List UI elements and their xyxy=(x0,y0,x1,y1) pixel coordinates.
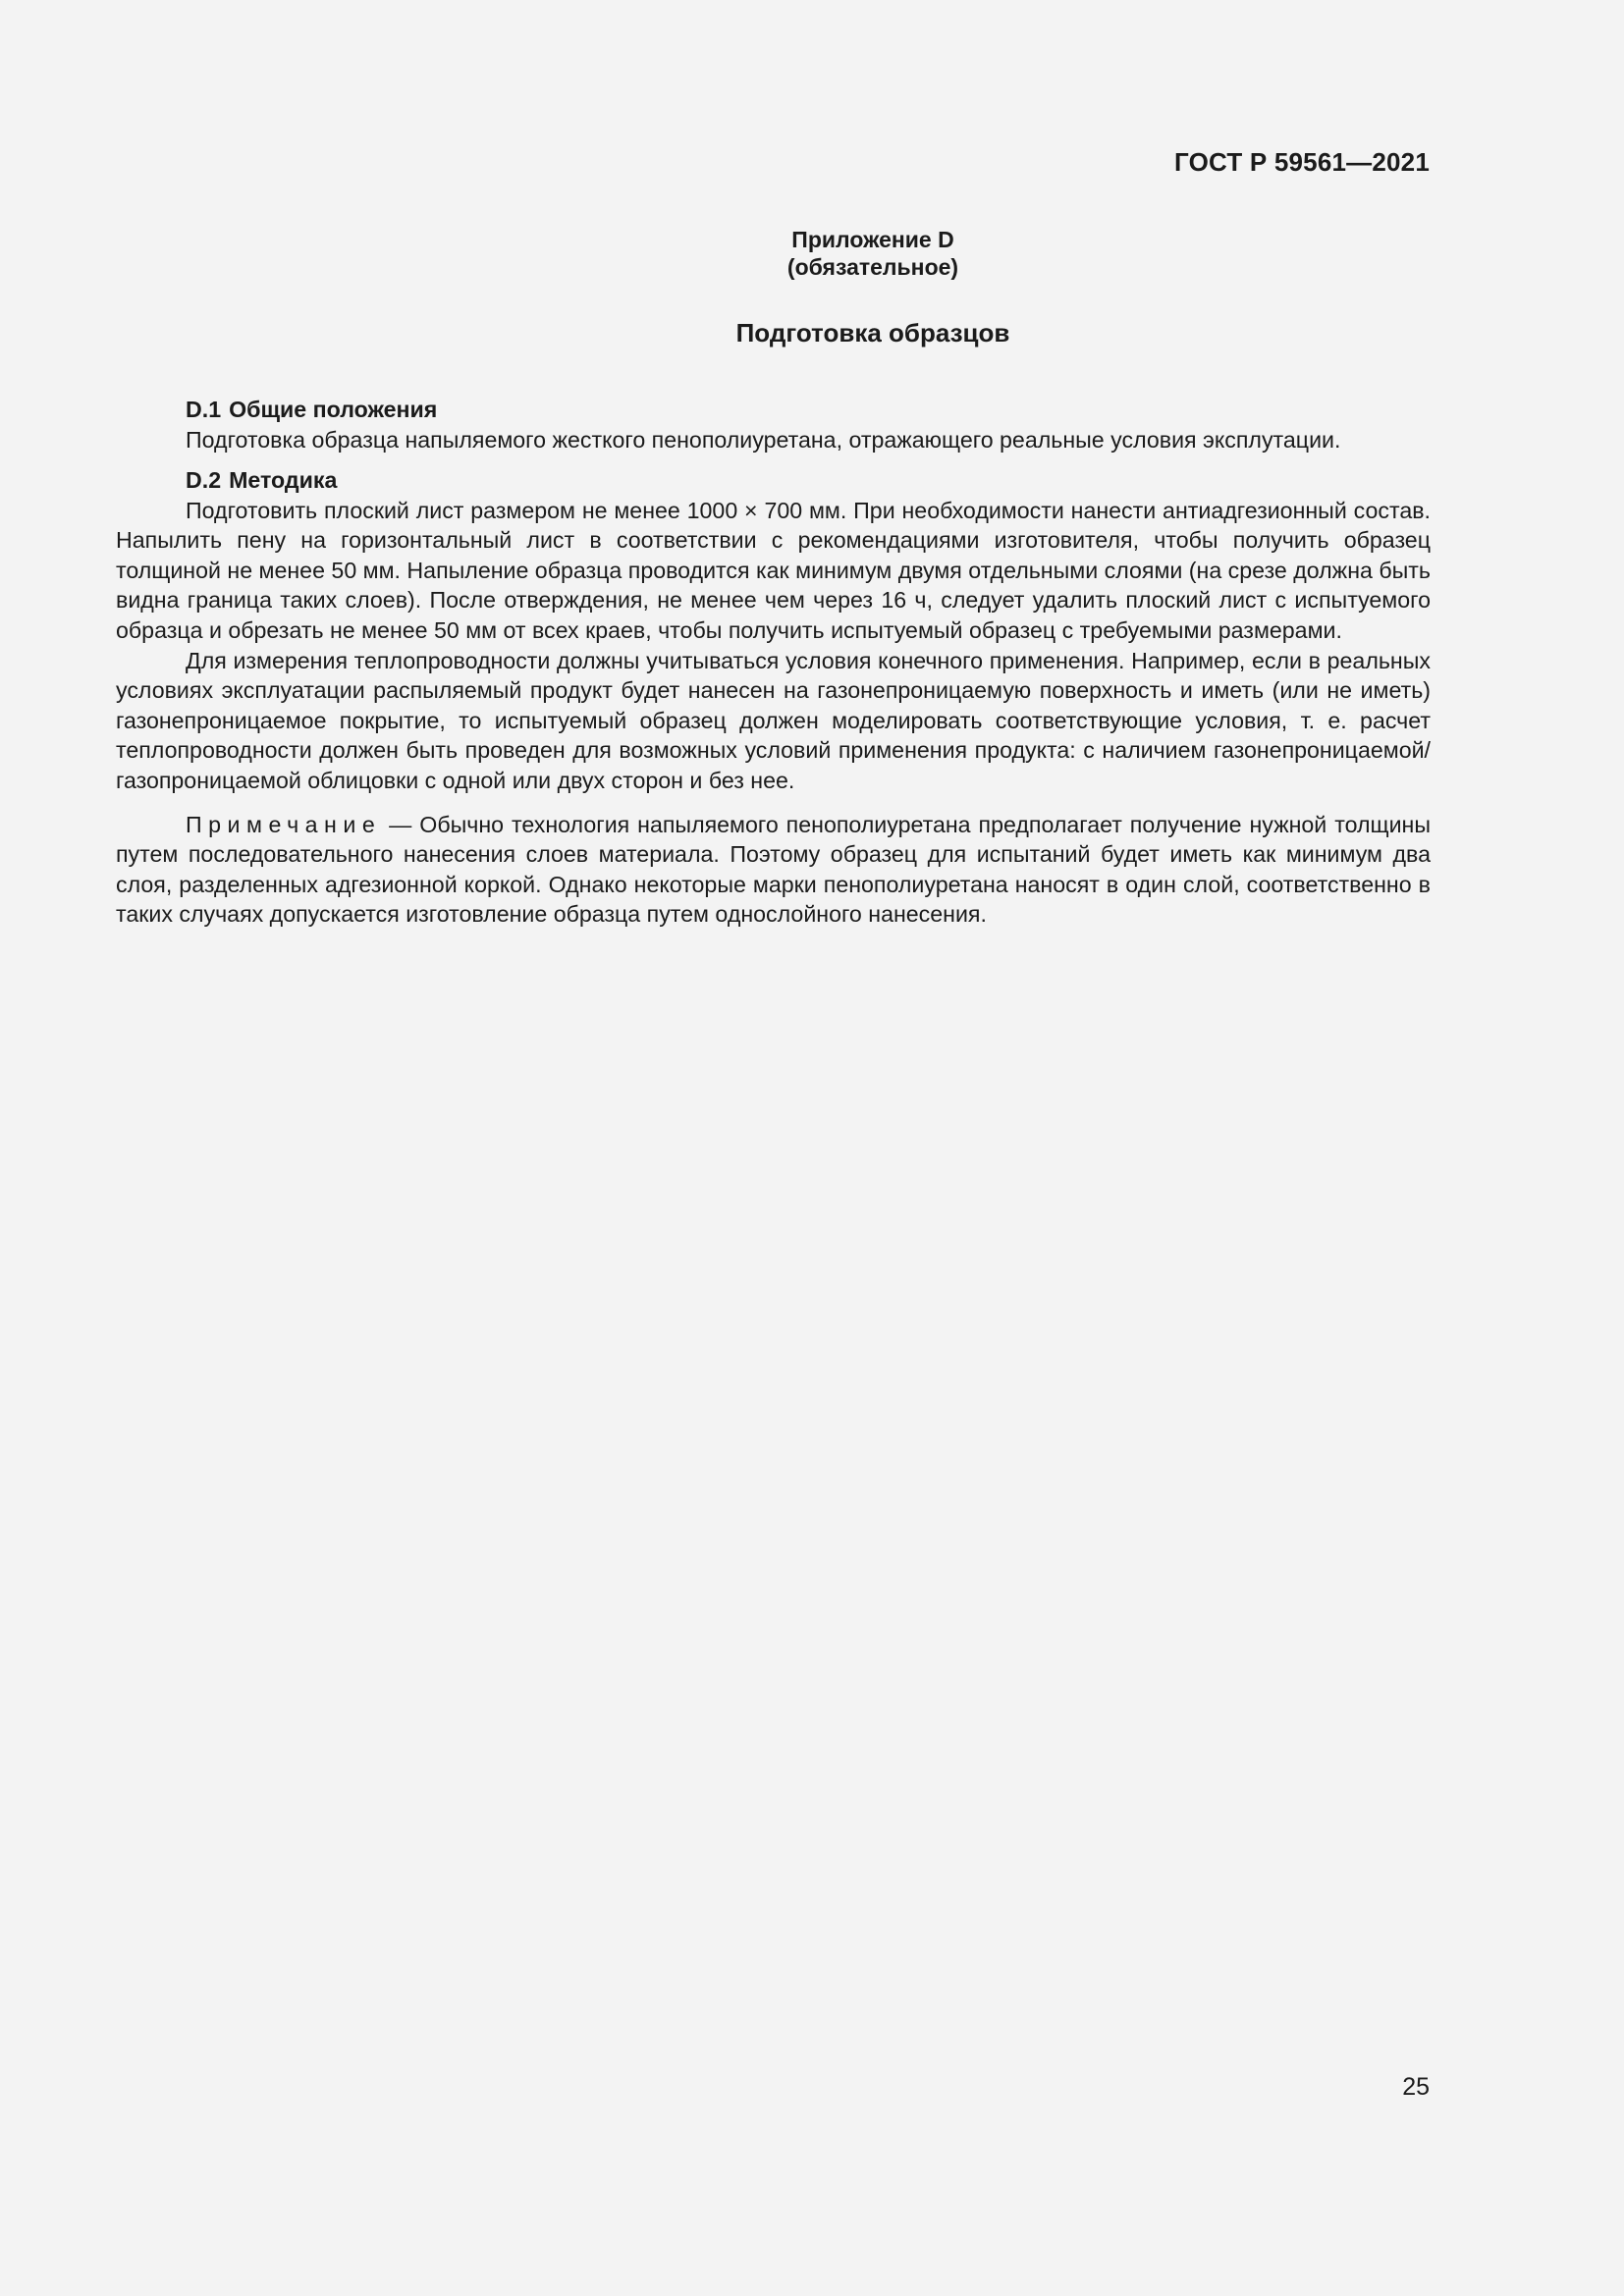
note-label: Примечание xyxy=(186,811,382,837)
appendix-heading xyxy=(0,226,1624,281)
page-title: Подготовка образцов xyxy=(735,318,1010,347)
page-number: 25 xyxy=(1402,2073,1430,2101)
section-heading-d2 xyxy=(116,465,1431,496)
note xyxy=(116,810,1431,930)
paragraph: Для измерения теплопроводности должны учитываться условия конечного применения. Например, если в реальных условиях эксплуатации распыляемый продукт будет нанесен на газонепроницаемую поверхность и иметь (или не иметь) газонепроницаемое покрытие, то испытуемый образец должен моделировать соответствующие условия, т. е. расчет теплопроводности должен быть проведен для возможных условий применения продукта: с наличием газонепроницаемой/газопроницаемой облицовки с одной или двух сторон и без нее. xyxy=(116,647,1431,793)
document-body xyxy=(116,395,1431,930)
appendix-label: Приложение D xyxy=(791,227,954,252)
note-text: — Обычно технология напыляемого пенополиуретана предполагает получение нужной толщины путем последовательного нанесения слоев материала. Поэтому образец для испытаний будет иметь как минимум два слоя, разделенных адгезионной коркой. Однако некоторые марки пенополиуретана наносят в один слой, соответственно в таких случаях допускается изготовление образца путем однослойного нанесения. xyxy=(116,811,1431,928)
section-heading-d1 xyxy=(116,395,1431,425)
section-number: D.1 xyxy=(186,397,222,422)
section-number: D.2 xyxy=(186,466,222,493)
appendix-status: (обязательное) xyxy=(786,254,959,280)
section-title: Общие положения xyxy=(229,397,438,422)
section-title: Методика xyxy=(229,466,338,493)
paragraph: Подготовка образца напыляемого жесткого пенополиуретана, отражающего реальные условия эксплутации. xyxy=(186,427,1341,453)
document-code: ГОСТ Р 59561—2021 xyxy=(1174,147,1430,177)
paragraph: Подготовить плоский лист размером не менее 1000 × 700 мм. При необходимости нанести антиадгезионный состав. Напылить пену на горизонтальный лист в соответствии с рекомендациями изготовителя, чтобы получить образец толщиной не менее 50 мм. Напыление образца проводится как минимум двумя отдельными слоями (на срезе должна быть видна граница таких слоев). После отверждения, не менее чем через 16 ч, следует удалить плоский лист с испытуемого образца и обрезать не менее 50 мм от всех краев, чтобы получить испытуемый образец с требуемыми размерами. xyxy=(116,497,1431,643)
